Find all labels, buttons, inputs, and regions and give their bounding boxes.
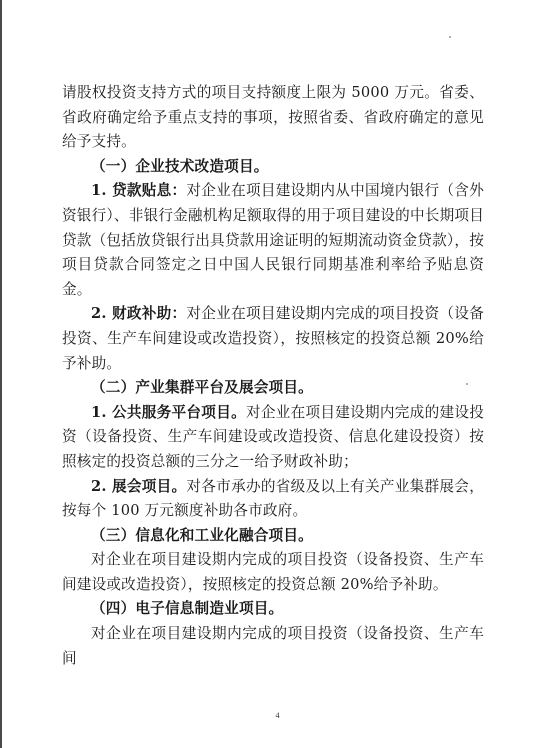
item-label-fiscal-subsidy: 2. 财政补助： — [91, 305, 187, 323]
item-label-loan-subsidy: 1. 贷款贴息： — [91, 182, 187, 200]
scan-edge-line — [0, 0, 2, 748]
scan-speck — [466, 383, 468, 385]
scan-speck — [449, 36, 451, 38]
paragraph-loan-subsidy — [62, 179, 484, 302]
item-text-fiscal-subsidy: 对企业在项目建设期内完成的项目投资（设备投资、生产车间建设或改造投资），按照核定的投资总额 20%给予补助。 — [62, 305, 484, 372]
item-text-exhibition: 对各市承办的省级及以上有关产业集群展会，按每个 100 万元额度补助各市政府。 — [62, 477, 484, 520]
paragraph-electronics: 对企业在项目建设期内完成的项目投资（设备投资、生产车间 — [62, 625, 484, 667]
item-label-exhibition: 2. 展会项目。 — [91, 477, 187, 495]
paragraph-public-service-platform — [62, 401, 484, 475]
item-label-public-service-platform: 1. 公共服务平台项目。 — [91, 403, 246, 421]
item-text-loan-subsidy: 对企业在项目建设期内从中国境内银行（含外资银行）、非银行金融机构足额取得的用于项目建设的中长期项目贷款（包括放贷银行出具贷款用途证明的短期流动资金贷款），按项目贷款合同签定之日中国人民银行同期基准利率给予贴息资金。 — [62, 182, 484, 298]
item-text-public-service-platform: 对企业在项目建设期内完成的建设投资（设备投资、生产车间建设或改造投资、信息化建设投资）按照核定的投资总额的三分之一给予财政补助； — [62, 403, 485, 470]
heading-tech-renovation: （一）企业技术改造项目。 — [91, 157, 269, 175]
paragraph-fiscal-subsidy — [62, 302, 484, 376]
paragraph-informatization: 对企业在项目建设期内完成的项目投资（设备投资、生产车间建设或改造投资），按照核定的投资总额 20%给予补助。 — [62, 551, 484, 593]
paragraph-funding-limit: 请股权投资支持方式的项目支持额度上限为 5000 万元。省委、省政府确定给予重点支持的事项，按照省委、省政府确定的意见给予支持。 — [62, 84, 484, 151]
heading-electronics: （四）电子信息制造业项目。 — [91, 600, 284, 618]
paragraph-exhibition — [62, 475, 484, 524]
page-number: 4 — [275, 711, 280, 720]
heading-cluster-platform: （二）产业集群平台及展会项目。 — [91, 379, 313, 397]
heading-informatization: （三）信息化和工业化融合项目。 — [91, 526, 313, 544]
document-body — [62, 81, 484, 671]
